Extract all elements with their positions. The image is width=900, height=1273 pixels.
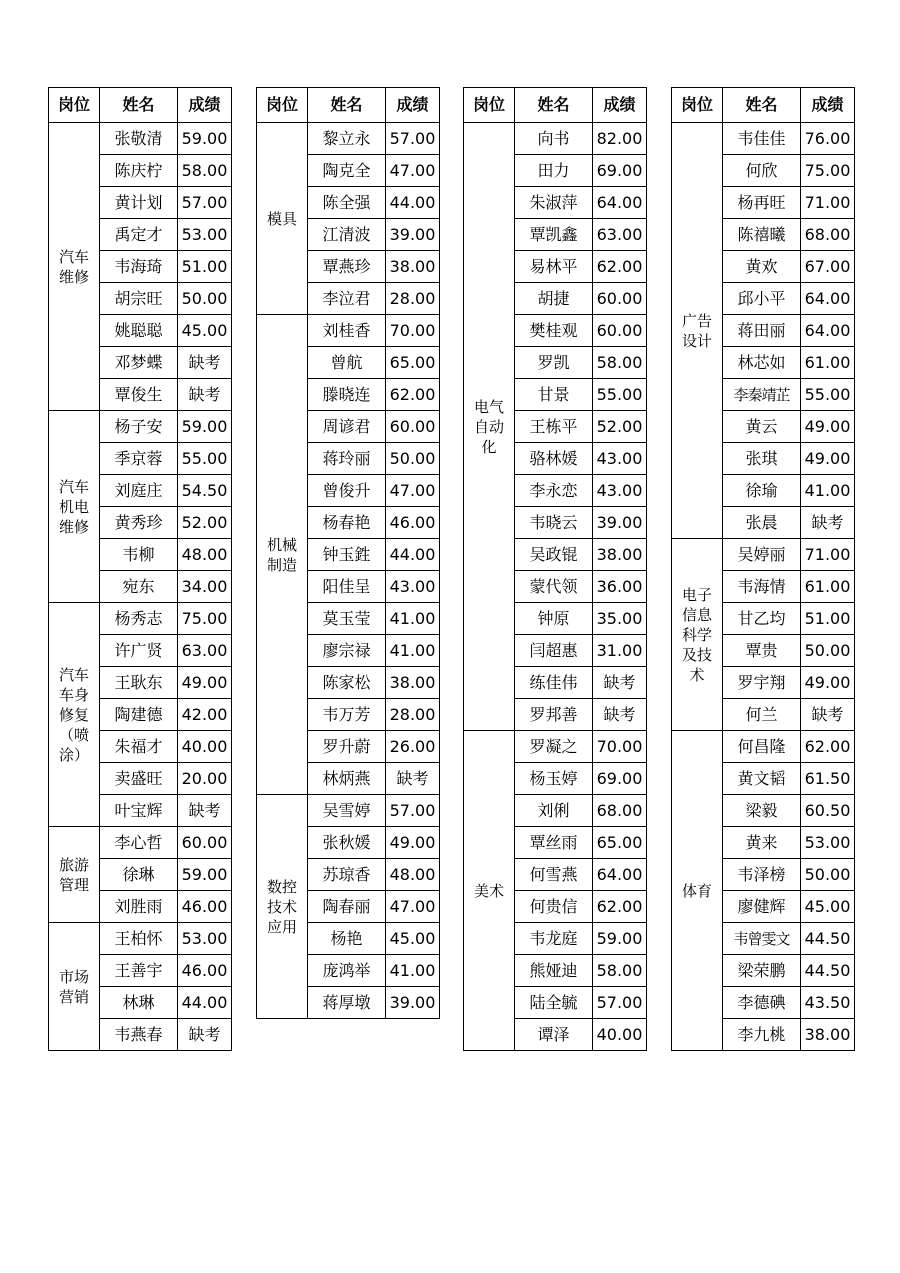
score-cell: 58.00 bbox=[178, 155, 232, 187]
name-cell: 刘胜雨 bbox=[100, 891, 178, 923]
score-cell: 41.00 bbox=[386, 635, 440, 667]
post-label: 汽车机电维修 bbox=[58, 477, 89, 536]
score-cell: 53.00 bbox=[178, 923, 232, 955]
score-cell: 59.00 bbox=[178, 859, 232, 891]
name-cell: 覃凯鑫 bbox=[515, 219, 593, 251]
name-cell: 黄文韬 bbox=[723, 763, 801, 795]
name-cell: 张琪 bbox=[723, 443, 801, 475]
name-cell: 李秦靖芷 bbox=[723, 379, 801, 411]
name-cell: 韦海琦 bbox=[100, 251, 178, 283]
name-cell: 谭泽 bbox=[515, 1019, 593, 1051]
score-cell: 40.00 bbox=[178, 731, 232, 763]
score-table-3 bbox=[463, 87, 647, 1051]
score-table-1 bbox=[48, 87, 232, 1051]
name-cell: 李德碘 bbox=[723, 987, 801, 1019]
name-cell: 胡宗旺 bbox=[100, 283, 178, 315]
post-cell bbox=[49, 603, 100, 827]
name-cell: 罗凝之 bbox=[515, 731, 593, 763]
score-cell: 61.50 bbox=[801, 763, 855, 795]
score-cell: 43.00 bbox=[386, 571, 440, 603]
post-cell bbox=[257, 795, 308, 1019]
name-cell: 黄秀珍 bbox=[100, 507, 178, 539]
score-cell: 39.00 bbox=[593, 507, 647, 539]
table-row bbox=[672, 539, 855, 571]
name-cell: 钟原 bbox=[515, 603, 593, 635]
header-name: 姓名 bbox=[100, 88, 178, 123]
score-cell: 50.00 bbox=[801, 859, 855, 891]
score-cell: 57.00 bbox=[386, 123, 440, 155]
name-cell: 向书 bbox=[515, 123, 593, 155]
name-cell: 黄计划 bbox=[100, 187, 178, 219]
header-row bbox=[257, 88, 440, 123]
post-label: 模具 bbox=[266, 209, 297, 228]
score-cell: 44.00 bbox=[386, 539, 440, 571]
name-cell: 何兰 bbox=[723, 699, 801, 731]
score-cell: 60.00 bbox=[593, 283, 647, 315]
score-cell: 35.00 bbox=[593, 603, 647, 635]
header-post: 岗位 bbox=[672, 88, 723, 123]
score-cell: 54.50 bbox=[178, 475, 232, 507]
score-cell: 70.00 bbox=[386, 315, 440, 347]
score-cell: 60.00 bbox=[178, 827, 232, 859]
header-row bbox=[49, 88, 232, 123]
table-row bbox=[49, 411, 232, 443]
table-row bbox=[49, 827, 232, 859]
score-cell: 70.00 bbox=[593, 731, 647, 763]
table-row bbox=[49, 923, 232, 955]
score-cell: 63.00 bbox=[593, 219, 647, 251]
name-cell: 王耿东 bbox=[100, 667, 178, 699]
score-cell: 42.00 bbox=[178, 699, 232, 731]
name-cell: 姚聪聪 bbox=[100, 315, 178, 347]
name-cell: 蒋厚墩 bbox=[308, 987, 386, 1019]
score-cell: 62.00 bbox=[386, 379, 440, 411]
name-cell: 周谚君 bbox=[308, 411, 386, 443]
header-score: 成绩 bbox=[801, 88, 855, 123]
score-cell: 47.00 bbox=[386, 891, 440, 923]
score-cell: 26.00 bbox=[386, 731, 440, 763]
name-cell: 王柏怀 bbox=[100, 923, 178, 955]
name-cell: 莫玉莹 bbox=[308, 603, 386, 635]
name-cell: 梁毅 bbox=[723, 795, 801, 827]
name-cell: 覃俊生 bbox=[100, 379, 178, 411]
name-cell: 王栋平 bbox=[515, 411, 593, 443]
post-cell bbox=[464, 123, 515, 731]
score-cell: 63.00 bbox=[178, 635, 232, 667]
name-cell: 卖盛旺 bbox=[100, 763, 178, 795]
name-cell: 骆林媛 bbox=[515, 443, 593, 475]
score-cell: 69.00 bbox=[593, 763, 647, 795]
score-cell: 55.00 bbox=[801, 379, 855, 411]
score-cell: 31.00 bbox=[593, 635, 647, 667]
name-cell: 陶克全 bbox=[308, 155, 386, 187]
name-cell: 韦泽榜 bbox=[723, 859, 801, 891]
score-cell: 64.00 bbox=[593, 187, 647, 219]
score-cell: 45.00 bbox=[801, 891, 855, 923]
name-cell: 禹定才 bbox=[100, 219, 178, 251]
name-cell: 黄欢 bbox=[723, 251, 801, 283]
score-cell: 44.50 bbox=[801, 955, 855, 987]
header-score: 成绩 bbox=[386, 88, 440, 123]
header-name: 姓名 bbox=[723, 88, 801, 123]
name-cell: 韦万芳 bbox=[308, 699, 386, 731]
score-cell: 50.00 bbox=[386, 443, 440, 475]
name-cell: 江清波 bbox=[308, 219, 386, 251]
name-cell: 李永恋 bbox=[515, 475, 593, 507]
name-cell: 覃贵 bbox=[723, 635, 801, 667]
name-cell: 韦燕春 bbox=[100, 1019, 178, 1051]
name-cell: 曾俊升 bbox=[308, 475, 386, 507]
name-cell: 熊娅迪 bbox=[515, 955, 593, 987]
score-cell: 75.00 bbox=[178, 603, 232, 635]
header-score: 成绩 bbox=[593, 88, 647, 123]
post-cell bbox=[672, 123, 723, 539]
score-cell: 44.00 bbox=[386, 187, 440, 219]
header-name: 姓名 bbox=[515, 88, 593, 123]
score-cell: 38.00 bbox=[801, 1019, 855, 1051]
name-cell: 吴婷丽 bbox=[723, 539, 801, 571]
score-cell: 45.00 bbox=[386, 923, 440, 955]
name-cell: 季京蓉 bbox=[100, 443, 178, 475]
name-cell: 陈庆柠 bbox=[100, 155, 178, 187]
score-cell: 75.00 bbox=[801, 155, 855, 187]
score-cell: 76.00 bbox=[801, 123, 855, 155]
score-cell: 60.50 bbox=[801, 795, 855, 827]
score-cell: 43.50 bbox=[801, 987, 855, 1019]
score-cell: 47.00 bbox=[386, 475, 440, 507]
score-cell: 52.00 bbox=[593, 411, 647, 443]
score-cell: 53.00 bbox=[178, 219, 232, 251]
name-cell: 覃燕珍 bbox=[308, 251, 386, 283]
name-cell: 胡捷 bbox=[515, 283, 593, 315]
post-label: 电子信息科学及技术 bbox=[681, 585, 712, 684]
score-cell: 38.00 bbox=[386, 251, 440, 283]
name-cell: 黎立永 bbox=[308, 123, 386, 155]
name-cell: 罗邦善 bbox=[515, 699, 593, 731]
name-cell: 李泣君 bbox=[308, 283, 386, 315]
score-cell: 57.00 bbox=[593, 987, 647, 1019]
score-cell: 65.00 bbox=[593, 827, 647, 859]
post-label: 数控技术应用 bbox=[266, 877, 297, 936]
score-cell: 缺考 bbox=[178, 379, 232, 411]
name-cell: 林芯如 bbox=[723, 347, 801, 379]
post-cell bbox=[49, 827, 100, 923]
score-cell: 82.00 bbox=[593, 123, 647, 155]
score-cell: 41.00 bbox=[386, 955, 440, 987]
name-cell: 杨子安 bbox=[100, 411, 178, 443]
name-cell: 刘俐 bbox=[515, 795, 593, 827]
post-label: 广告设计 bbox=[681, 311, 712, 350]
score-cell: 64.00 bbox=[593, 859, 647, 891]
name-cell: 吴政锟 bbox=[515, 539, 593, 571]
name-cell: 林炳燕 bbox=[308, 763, 386, 795]
name-cell: 钟玉鉎 bbox=[308, 539, 386, 571]
score-cell: 缺考 bbox=[801, 507, 855, 539]
score-cell: 64.00 bbox=[801, 315, 855, 347]
name-cell: 覃丝雨 bbox=[515, 827, 593, 859]
name-cell: 韦曾雯文 bbox=[723, 923, 801, 955]
table-row bbox=[672, 731, 855, 763]
name-cell: 徐琳 bbox=[100, 859, 178, 891]
post-cell bbox=[257, 315, 308, 795]
name-cell: 阳佳呈 bbox=[308, 571, 386, 603]
name-cell: 叶宝辉 bbox=[100, 795, 178, 827]
score-cell: 55.00 bbox=[178, 443, 232, 475]
post-label: 体育 bbox=[681, 881, 712, 900]
score-cell: 68.00 bbox=[801, 219, 855, 251]
score-cell: 59.00 bbox=[178, 123, 232, 155]
name-cell: 易林平 bbox=[515, 251, 593, 283]
score-cell: 51.00 bbox=[178, 251, 232, 283]
score-cell: 43.00 bbox=[593, 443, 647, 475]
score-cell: 45.00 bbox=[178, 315, 232, 347]
score-table-4 bbox=[671, 87, 855, 1051]
score-cell: 缺考 bbox=[178, 1019, 232, 1051]
score-cell: 69.00 bbox=[593, 155, 647, 187]
name-cell: 杨秀志 bbox=[100, 603, 178, 635]
name-cell: 樊桂观 bbox=[515, 315, 593, 347]
name-cell: 刘桂香 bbox=[308, 315, 386, 347]
name-cell: 刘庭庄 bbox=[100, 475, 178, 507]
post-cell bbox=[49, 411, 100, 603]
table-row bbox=[464, 731, 647, 763]
score-cell: 46.00 bbox=[178, 891, 232, 923]
name-cell: 陈家松 bbox=[308, 667, 386, 699]
name-cell: 韦晓云 bbox=[515, 507, 593, 539]
name-cell: 黄云 bbox=[723, 411, 801, 443]
score-cell: 38.00 bbox=[386, 667, 440, 699]
score-cell: 46.00 bbox=[386, 507, 440, 539]
name-cell: 曾航 bbox=[308, 347, 386, 379]
score-cell: 52.00 bbox=[178, 507, 232, 539]
post-cell bbox=[464, 731, 515, 1051]
name-cell: 王善宇 bbox=[100, 955, 178, 987]
name-cell: 田力 bbox=[515, 155, 593, 187]
score-cell: 71.00 bbox=[801, 187, 855, 219]
score-cell: 61.00 bbox=[801, 571, 855, 603]
header-row bbox=[464, 88, 647, 123]
score-cell: 缺考 bbox=[593, 699, 647, 731]
name-cell: 李心哲 bbox=[100, 827, 178, 859]
score-cell: 49.00 bbox=[178, 667, 232, 699]
score-cell: 28.00 bbox=[386, 699, 440, 731]
score-cell: 48.00 bbox=[178, 539, 232, 571]
score-cell: 49.00 bbox=[801, 443, 855, 475]
post-cell bbox=[49, 923, 100, 1051]
name-cell: 宛东 bbox=[100, 571, 178, 603]
name-cell: 朱福才 bbox=[100, 731, 178, 763]
post-label: 机械制造 bbox=[266, 535, 297, 574]
name-cell: 苏琼香 bbox=[308, 859, 386, 891]
score-cell: 61.00 bbox=[801, 347, 855, 379]
score-cell: 71.00 bbox=[801, 539, 855, 571]
name-cell: 张敬清 bbox=[100, 123, 178, 155]
table-row bbox=[464, 123, 647, 155]
score-cell: 68.00 bbox=[593, 795, 647, 827]
score-cell: 缺考 bbox=[593, 667, 647, 699]
post-label: 汽车维修 bbox=[58, 247, 89, 286]
score-cell: 49.00 bbox=[386, 827, 440, 859]
post-cell bbox=[672, 539, 723, 731]
score-cell: 49.00 bbox=[801, 667, 855, 699]
score-cell: 62.00 bbox=[801, 731, 855, 763]
name-cell: 朱淑萍 bbox=[515, 187, 593, 219]
name-cell: 陶春丽 bbox=[308, 891, 386, 923]
score-cell: 58.00 bbox=[593, 347, 647, 379]
name-cell: 梁荣鹏 bbox=[723, 955, 801, 987]
header-name: 姓名 bbox=[308, 88, 386, 123]
score-cell: 49.00 bbox=[801, 411, 855, 443]
score-cell: 39.00 bbox=[386, 987, 440, 1019]
score-cell: 50.00 bbox=[801, 635, 855, 667]
name-cell: 许广贤 bbox=[100, 635, 178, 667]
score-cell: 47.00 bbox=[386, 155, 440, 187]
name-cell: 韦柳 bbox=[100, 539, 178, 571]
score-cell: 48.00 bbox=[386, 859, 440, 891]
score-cell: 43.00 bbox=[593, 475, 647, 507]
score-cell: 34.00 bbox=[178, 571, 232, 603]
score-cell: 缺考 bbox=[386, 763, 440, 795]
post-cell bbox=[49, 123, 100, 411]
score-cell: 62.00 bbox=[593, 891, 647, 923]
score-cell: 55.00 bbox=[593, 379, 647, 411]
score-cell: 46.00 bbox=[178, 955, 232, 987]
name-cell: 林琳 bbox=[100, 987, 178, 1019]
score-cell: 44.50 bbox=[801, 923, 855, 955]
score-cell: 60.00 bbox=[593, 315, 647, 347]
name-cell: 罗宇翔 bbox=[723, 667, 801, 699]
name-cell: 韦海情 bbox=[723, 571, 801, 603]
table-row bbox=[49, 603, 232, 635]
name-cell: 徐瑜 bbox=[723, 475, 801, 507]
post-label: 旅游管理 bbox=[58, 855, 89, 894]
table-row bbox=[49, 123, 232, 155]
post-label: 汽车车身修复（喷涂） bbox=[58, 665, 89, 764]
post-cell bbox=[672, 731, 723, 1051]
name-cell: 张秋媛 bbox=[308, 827, 386, 859]
header-post: 岗位 bbox=[464, 88, 515, 123]
score-cell: 44.00 bbox=[178, 987, 232, 1019]
name-cell: 何昌隆 bbox=[723, 731, 801, 763]
name-cell: 张晨 bbox=[723, 507, 801, 539]
score-cell: 36.00 bbox=[593, 571, 647, 603]
score-cell: 53.00 bbox=[801, 827, 855, 859]
name-cell: 邓梦蝶 bbox=[100, 347, 178, 379]
name-cell: 吴雪婷 bbox=[308, 795, 386, 827]
name-cell: 韦龙庭 bbox=[515, 923, 593, 955]
score-cell: 59.00 bbox=[593, 923, 647, 955]
name-cell: 何雪燕 bbox=[515, 859, 593, 891]
name-cell: 陶建德 bbox=[100, 699, 178, 731]
score-table-2 bbox=[256, 87, 440, 1019]
score-cell: 62.00 bbox=[593, 251, 647, 283]
score-cell: 缺考 bbox=[801, 699, 855, 731]
score-cell: 58.00 bbox=[593, 955, 647, 987]
score-cell: 51.00 bbox=[801, 603, 855, 635]
score-cell: 65.00 bbox=[386, 347, 440, 379]
score-cell: 57.00 bbox=[178, 187, 232, 219]
name-cell: 邱小平 bbox=[723, 283, 801, 315]
post-label: 美术 bbox=[473, 881, 504, 900]
name-cell: 甘景 bbox=[515, 379, 593, 411]
score-cell: 缺考 bbox=[178, 795, 232, 827]
name-cell: 杨再旺 bbox=[723, 187, 801, 219]
name-cell: 李九桃 bbox=[723, 1019, 801, 1051]
name-cell: 滕晓连 bbox=[308, 379, 386, 411]
name-cell: 杨玉婷 bbox=[515, 763, 593, 795]
name-cell: 陈禧曦 bbox=[723, 219, 801, 251]
name-cell: 何贵信 bbox=[515, 891, 593, 923]
name-cell: 罗升蔚 bbox=[308, 731, 386, 763]
score-cell: 41.00 bbox=[801, 475, 855, 507]
score-cell: 64.00 bbox=[801, 283, 855, 315]
score-cell: 41.00 bbox=[386, 603, 440, 635]
name-cell: 练佳伟 bbox=[515, 667, 593, 699]
score-cell: 57.00 bbox=[386, 795, 440, 827]
score-cell: 59.00 bbox=[178, 411, 232, 443]
name-cell: 杨艳 bbox=[308, 923, 386, 955]
header-score: 成绩 bbox=[178, 88, 232, 123]
table-row bbox=[672, 123, 855, 155]
name-cell: 闫超惠 bbox=[515, 635, 593, 667]
table-row bbox=[257, 795, 440, 827]
score-cell: 38.00 bbox=[593, 539, 647, 571]
name-cell: 罗凯 bbox=[515, 347, 593, 379]
name-cell: 蒋田丽 bbox=[723, 315, 801, 347]
name-cell: 韦佳佳 bbox=[723, 123, 801, 155]
score-cell: 50.00 bbox=[178, 283, 232, 315]
table-row bbox=[257, 123, 440, 155]
post-cell bbox=[257, 123, 308, 315]
name-cell: 廖健辉 bbox=[723, 891, 801, 923]
name-cell: 陈全强 bbox=[308, 187, 386, 219]
score-cell: 40.00 bbox=[593, 1019, 647, 1051]
score-cell: 67.00 bbox=[801, 251, 855, 283]
post-label: 市场营销 bbox=[58, 967, 89, 1006]
name-cell: 庞鸿举 bbox=[308, 955, 386, 987]
name-cell: 何欣 bbox=[723, 155, 801, 187]
table-row bbox=[257, 315, 440, 347]
name-cell: 陆全毓 bbox=[515, 987, 593, 1019]
name-cell: 廖宗禄 bbox=[308, 635, 386, 667]
score-cell: 缺考 bbox=[178, 347, 232, 379]
name-cell: 蒋玲丽 bbox=[308, 443, 386, 475]
name-cell: 杨春艳 bbox=[308, 507, 386, 539]
score-cell: 60.00 bbox=[386, 411, 440, 443]
score-cell: 39.00 bbox=[386, 219, 440, 251]
header-post: 岗位 bbox=[257, 88, 308, 123]
score-cell: 28.00 bbox=[386, 283, 440, 315]
header-post: 岗位 bbox=[49, 88, 100, 123]
name-cell: 黄来 bbox=[723, 827, 801, 859]
post-label: 电气自动化 bbox=[473, 397, 504, 456]
name-cell: 蒙代领 bbox=[515, 571, 593, 603]
header-row bbox=[672, 88, 855, 123]
name-cell: 甘乙均 bbox=[723, 603, 801, 635]
score-cell: 20.00 bbox=[178, 763, 232, 795]
